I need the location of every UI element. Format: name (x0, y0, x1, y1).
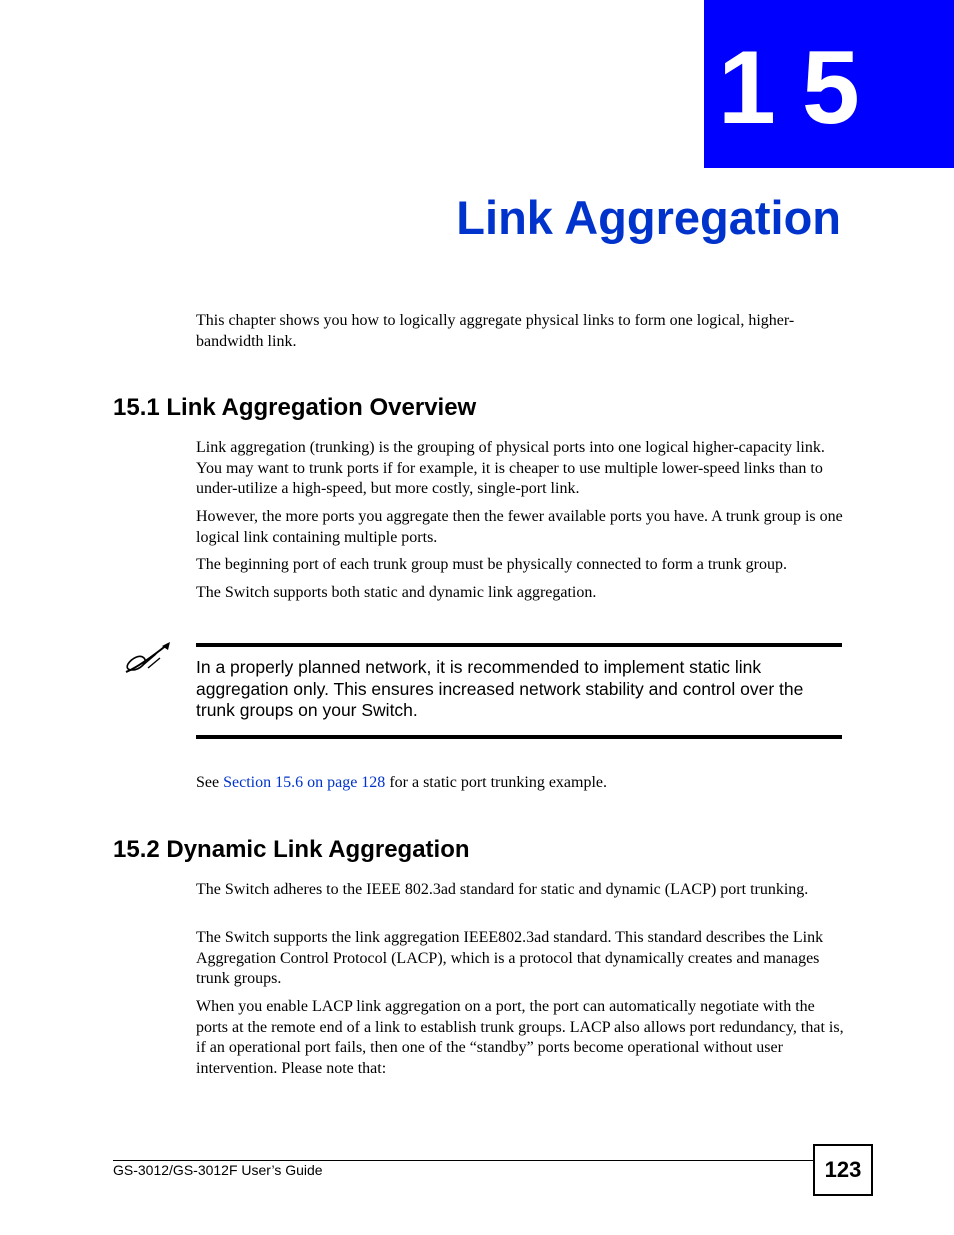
dynamic-paragraph-1: The Switch adheres to the IEEE 802.3ad standard for static and dynamic (LACP) port trunking. (196, 881, 809, 898)
chapter-number-box (704, 0, 954, 168)
note-text: In a properly planned network, it is recommended to implement static link aggregation only. This ensures increased network stability and control over the trunk groups on your Switch. (196, 657, 804, 720)
footer-rule (113, 1160, 813, 1161)
see-prefix: See (196, 774, 224, 791)
overview-paragraph-3: The beginning port of each trunk group must be physically connected to form a trunk group. (196, 556, 787, 573)
section-heading-dynamic: 15.2 Dynamic Link Aggregation (113, 836, 470, 863)
chapter-title: Link Aggregation (456, 191, 841, 244)
footer-guide-title: GS-3012/GS-3012F User’s Guide (113, 1162, 323, 1178)
intro-paragraph: This chapter shows you how to logically aggregate physical links to form one logical, higher-bandwidth link. (196, 312, 795, 350)
dynamic-paragraph-2: The Switch supports the link aggregation IEEE802.3ad standard. This standard describes the Link Aggregation Control Protocol (LACP), which is a protocol that dynamically creates and manages trunk groups. (196, 929, 824, 987)
page-number: 123 (813, 1144, 873, 1196)
overview-paragraph-2: However, the more ports you aggregate then the fewer available ports you have. A trunk group is one logical link containing multiple ports. (196, 508, 843, 546)
section-link[interactable]: Section 15.6 on page 128 (223, 774, 386, 791)
note-pen-icon (122, 640, 174, 680)
dynamic-paragraph-3: When you enable LACP link aggregation on a port, the port can automatically negotiate with the ports at the remote end of a link to establish trunk groups. LACP also allows port redundancy, that is, if an operational port fails, then one of the “standby” ports become operational without user intervention. Please note that: (196, 998, 844, 1077)
chapter-number: 15 (718, 30, 886, 146)
section-heading-overview: 15.1 Link Aggregation Overview (113, 394, 477, 421)
note-top-rule (196, 643, 842, 647)
see-suffix: for a static port trunking example. (385, 774, 608, 791)
note-bottom-rule (196, 735, 842, 739)
see-reference (196, 773, 846, 794)
overview-paragraph-4: The Switch supports both static and dynamic link aggregation. (196, 584, 597, 601)
overview-paragraph-1: Link aggregation (trunking) is the grouping of physical ports into one logical higher-capacity link. You may want to trunk ports if for example, it is cheaper to use multiple lower-speed links than to under-utilize a high-speed, but more costly, single-port link. (196, 439, 825, 497)
